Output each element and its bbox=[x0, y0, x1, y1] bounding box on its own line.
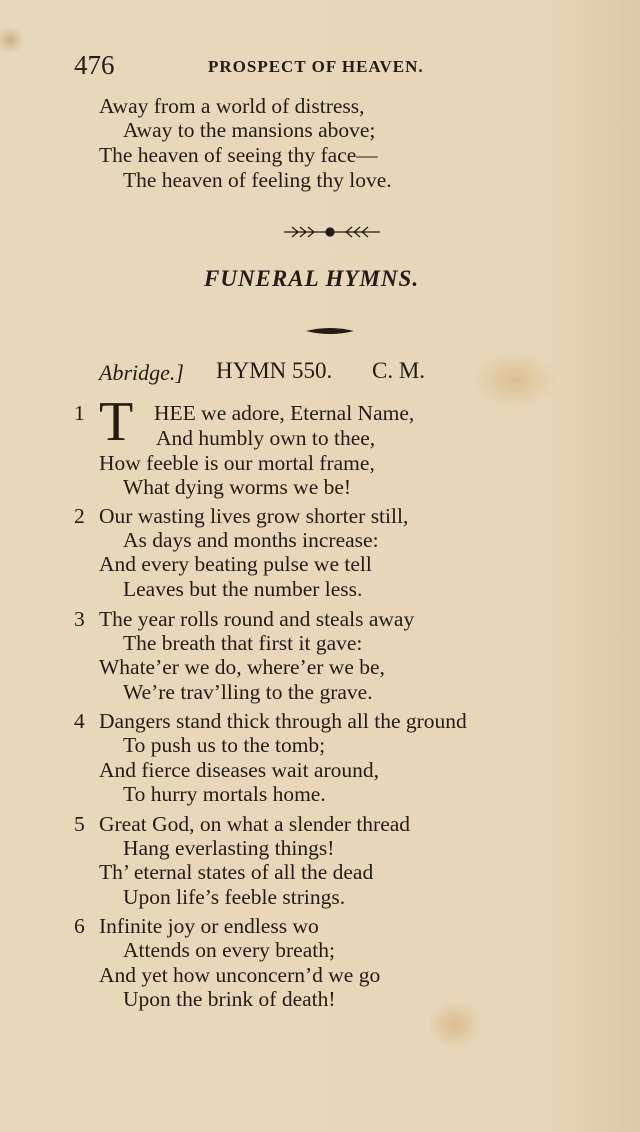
intro-line-3: The heaven of seeing thy face— bbox=[99, 143, 378, 167]
ornament-icon bbox=[282, 222, 382, 242]
verse-line: As days and months increase: bbox=[123, 528, 379, 552]
verse-line: Upon life’s feeble strings. bbox=[123, 885, 346, 909]
hymn-source: Abridge.] bbox=[99, 360, 184, 385]
verse-line: And humbly own to thee, bbox=[156, 426, 376, 450]
verse-line: Our wasting lives grow shorter still, bbox=[99, 504, 409, 528]
verse-line: And yet how unconcern’d we go bbox=[99, 963, 381, 987]
divider-rule bbox=[306, 326, 354, 336]
verse-line: Dangers stand thick through all the ground bbox=[99, 709, 467, 733]
verse-line: And fierce diseases wait around, bbox=[99, 758, 379, 782]
intro-line-4: The heaven of feeling thy love. bbox=[123, 168, 392, 192]
stanza-number: 4 bbox=[74, 709, 85, 733]
verse-line: Th’ eternal states of all the dead bbox=[99, 860, 374, 884]
verse-line: HEE we adore, Eternal Name, bbox=[154, 401, 415, 425]
running-title: PROSPECT OF HEAVEN. bbox=[208, 57, 424, 76]
verse-line: Whate’er we do, where’er we be, bbox=[99, 655, 385, 679]
verse-line: To hurry mortals home. bbox=[123, 782, 326, 806]
verse-line: The year rolls round and steals away bbox=[99, 607, 415, 631]
stanza-number: 6 bbox=[74, 914, 85, 938]
verse-line: To push us to the tomb; bbox=[123, 733, 326, 757]
stanza-number: 3 bbox=[74, 607, 85, 631]
verse-line: What dying worms we be! bbox=[123, 475, 352, 499]
section-title: FUNERAL HYMNS. bbox=[204, 266, 420, 291]
verse-line: Upon the brink of death! bbox=[123, 987, 336, 1011]
verse-line: The breath that first it gave: bbox=[123, 631, 363, 655]
verse-line: Attends on every breath; bbox=[123, 938, 335, 962]
intro-line-2: Away to the mansions above; bbox=[123, 118, 376, 142]
verse-line: How feeble is our mortal frame, bbox=[99, 451, 375, 475]
hymn-meter: C. M. bbox=[372, 358, 426, 383]
verse-line: Great God, on what a slender thread bbox=[99, 812, 411, 836]
intro-line-1: Away from a world of distress, bbox=[99, 94, 365, 118]
verse-line: Hang everlasting things! bbox=[123, 836, 335, 860]
verse-line: Infinite joy or endless wo bbox=[99, 914, 319, 938]
verse-line: Leaves but the number less. bbox=[123, 577, 363, 601]
page-number: 476 bbox=[74, 50, 115, 80]
verse-line: And every beating pulse we tell bbox=[99, 552, 372, 576]
stanza-number: 2 bbox=[74, 504, 85, 528]
drop-cap: T bbox=[99, 391, 134, 453]
stanza-number: 1 bbox=[74, 401, 85, 425]
verse-line: We’re trav’lling to the grave. bbox=[123, 680, 373, 704]
hymn-title: HYMN 550. bbox=[216, 358, 333, 383]
stanza-number: 5 bbox=[74, 812, 85, 836]
